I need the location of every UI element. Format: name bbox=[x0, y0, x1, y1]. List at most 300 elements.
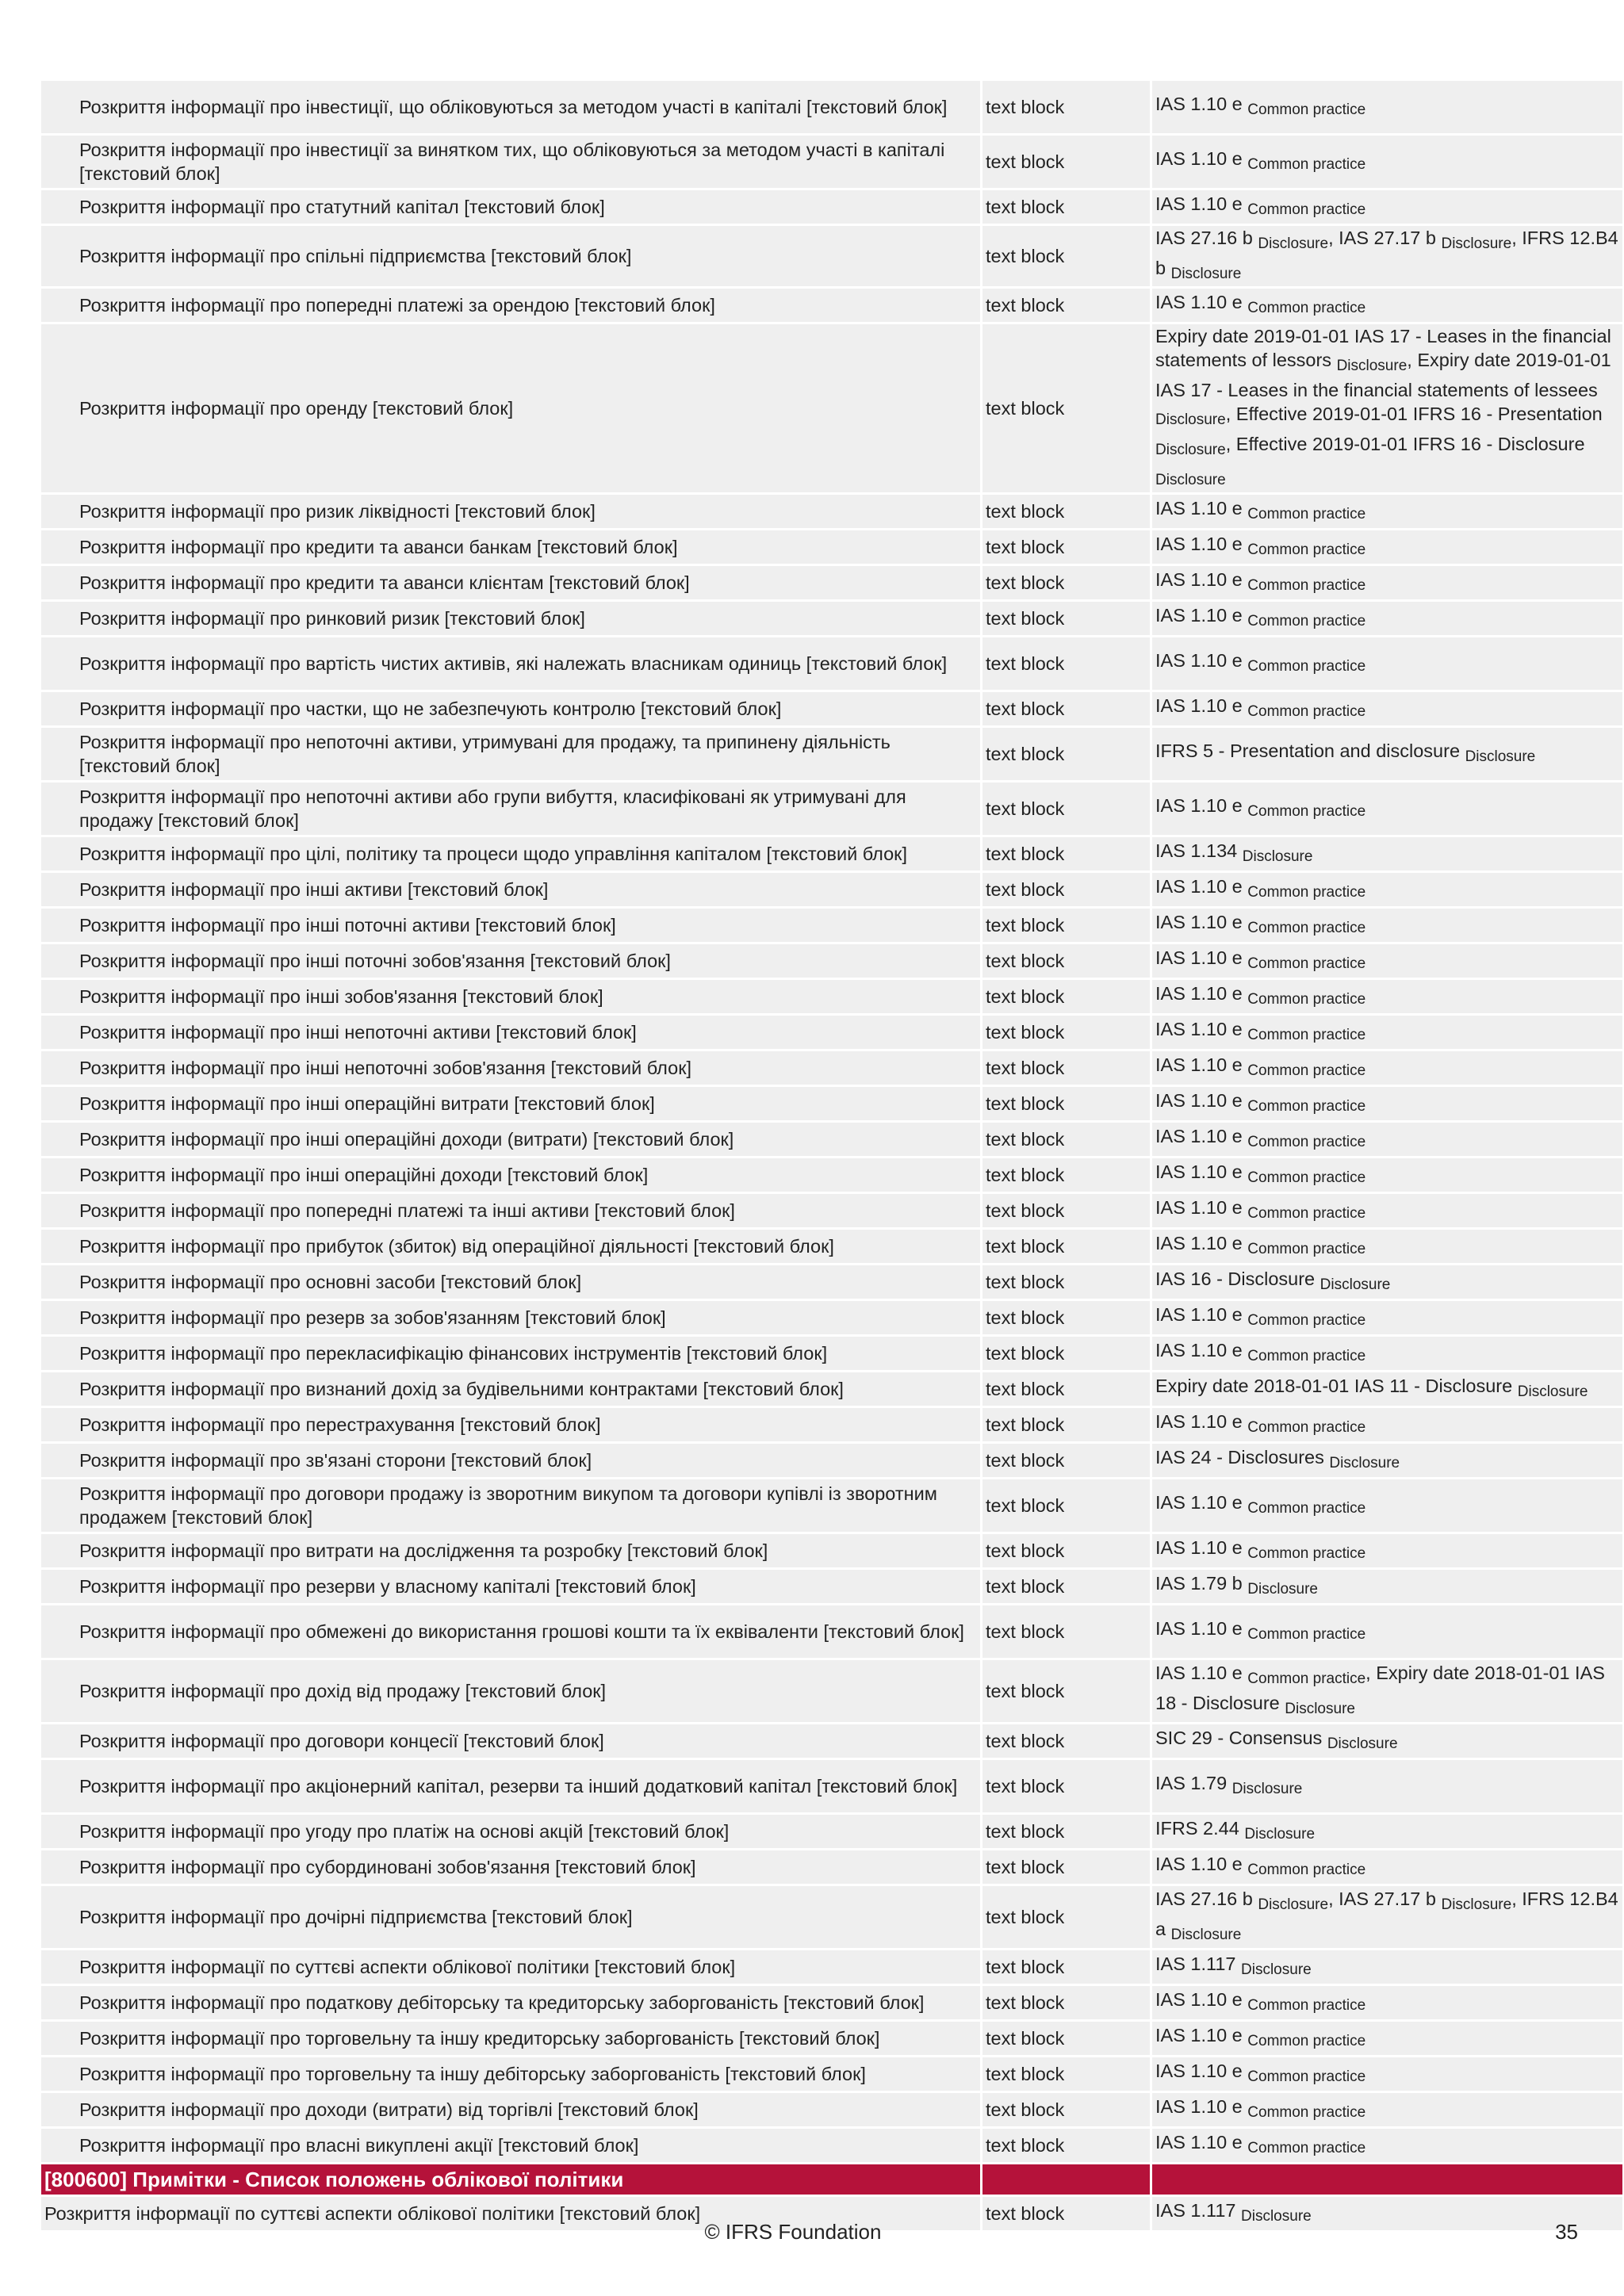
reference-tag: Disclosure bbox=[1327, 1735, 1398, 1752]
reference-text: IAS 1.134 bbox=[1155, 840, 1238, 861]
table-row bbox=[41, 1950, 1622, 1984]
element-label: Розкриття інформації про прибуток (збиток) від операційної діяльності [текстовий блок] bbox=[41, 1230, 980, 1263]
reference-text: IAS 1.10 e bbox=[1155, 1663, 1243, 1683]
footer-copyright: © IFRS Foundation bbox=[704, 2220, 882, 2244]
element-references bbox=[1152, 909, 1622, 942]
reference-text: Effective 2019-01-01 IFRS 16 - Disclosure bbox=[1235, 434, 1585, 454]
reference-tag: Common practice bbox=[1247, 1862, 1366, 1878]
element-references bbox=[1152, 1123, 1622, 1156]
reference-tag: Common practice bbox=[1247, 955, 1366, 972]
reference-text: IAS 1.10 e bbox=[1155, 193, 1243, 214]
reference-text: IAS 1.117 bbox=[1155, 1954, 1236, 1974]
element-label: Розкриття інформації про оренду [текстовий блок] bbox=[41, 324, 980, 492]
table-row bbox=[41, 136, 1622, 188]
element-references bbox=[1152, 1194, 1622, 1227]
element-type: text block bbox=[982, 873, 1150, 906]
element-label: Розкриття інформації про інші поточні активи [текстовий блок] bbox=[41, 909, 980, 942]
table-row bbox=[41, 1986, 1622, 2019]
element-references bbox=[1152, 1850, 1622, 1884]
element-type: text block bbox=[982, 1230, 1150, 1263]
section-title: [800600] Примітки - Список положень облікової політики bbox=[41, 2164, 980, 2195]
table-row bbox=[41, 1534, 1622, 1567]
reference-text: IAS 1.10 e bbox=[1155, 1090, 1243, 1111]
element-type: text block bbox=[982, 2197, 1150, 2230]
element-references bbox=[1152, 136, 1622, 188]
table-row bbox=[41, 1444, 1622, 1477]
element-label: Розкриття інформації про власні викуплені акції [текстовий блок] bbox=[41, 2129, 980, 2162]
table-row bbox=[41, 1158, 1622, 1192]
reference-text: IAS 1.10 e bbox=[1155, 1854, 1243, 1874]
element-type: text block bbox=[982, 136, 1150, 188]
reference-tag: Common practice bbox=[1247, 2104, 1366, 2121]
table-row bbox=[41, 190, 1622, 224]
element-label: Розкриття інформації про статутний капітал [текстовий блок] bbox=[41, 190, 980, 224]
table-row bbox=[41, 1479, 1622, 1532]
element-label: Розкриття інформації про інші поточні зобов'язання [текстовий блок] bbox=[41, 944, 980, 978]
table-row bbox=[41, 1815, 1622, 1848]
element-type: text block bbox=[982, 1372, 1150, 1406]
reference-tag: Common practice bbox=[1247, 2033, 1366, 2049]
element-type: text block bbox=[982, 944, 1150, 978]
element-label: Розкриття інформації про дохід від продажу [текстовий блок] bbox=[41, 1660, 980, 1722]
reference-tag: Disclosure bbox=[1258, 235, 1329, 252]
element-label: Розкриття інформації про торговельну та іншу кредиторську заборгованість [текстовий блок] bbox=[41, 2022, 980, 2055]
reference-text: IAS 1.10 e bbox=[1155, 1161, 1243, 1182]
element-label: Розкриття інформації про визнаний дохід за будівельними контрактами [текстовий блок] bbox=[41, 1372, 980, 1406]
element-references bbox=[1152, 1301, 1622, 1334]
reference-text: IAS 1.10 e bbox=[1155, 1019, 1243, 1039]
reference-tag: Common practice bbox=[1247, 1419, 1366, 1436]
element-type: text block bbox=[982, 1950, 1150, 1984]
element-label: Розкриття інформації про торговельну та іншу дебіторську заборгованість [текстовий блок] bbox=[41, 2057, 980, 2091]
table-row bbox=[41, 1337, 1622, 1370]
table-row bbox=[41, 909, 1622, 942]
table-row bbox=[41, 1408, 1622, 1441]
table-row bbox=[41, 2129, 1622, 2162]
element-references bbox=[1152, 1016, 1622, 1049]
section-header-cell bbox=[1152, 2164, 1622, 2195]
table-row bbox=[41, 1123, 1622, 1156]
element-references bbox=[1152, 1230, 1622, 1263]
element-type: text block bbox=[982, 566, 1150, 599]
reference-text: IFRS 12.B4 b bbox=[1155, 228, 1618, 278]
element-type: text block bbox=[982, 1337, 1150, 1370]
element-type: text block bbox=[982, 1660, 1150, 1722]
reference-text: IAS 1.10 e bbox=[1155, 1989, 1243, 2010]
table-row bbox=[41, 2093, 1622, 2126]
reference-text: IAS 1.10 e bbox=[1155, 983, 1243, 1004]
elements-table bbox=[39, 78, 1624, 2233]
reference-text: Expiry date 2019-01-01 IAS 17 - Leases in the financial statements of lessors bbox=[1155, 326, 1611, 370]
reference-text: IAS 1.10 e bbox=[1155, 1618, 1243, 1639]
page-number: 35 bbox=[1555, 2220, 1578, 2244]
element-references bbox=[1152, 1158, 1622, 1192]
reference-tag: Disclosure bbox=[1247, 1581, 1318, 1598]
reference-text: IAS 1.10 e bbox=[1155, 1054, 1243, 1075]
reference-text: IAS 27.16 b bbox=[1155, 228, 1253, 248]
element-references bbox=[1152, 566, 1622, 599]
element-references bbox=[1152, 637, 1622, 690]
table-row bbox=[41, 602, 1622, 635]
reference-text: IFRS 2.44 bbox=[1155, 1818, 1239, 1839]
reference-text: IAS 1.10 e bbox=[1155, 94, 1243, 114]
element-type: text block bbox=[982, 692, 1150, 725]
element-references bbox=[1152, 2022, 1622, 2055]
table-row bbox=[41, 783, 1622, 835]
reference-tag: Common practice bbox=[1247, 506, 1366, 522]
element-label: Розкриття інформації про податкову дебіторську та кредиторську заборгованість [текстовий блок] bbox=[41, 1986, 980, 2019]
reference-tag: Common practice bbox=[1247, 300, 1366, 316]
reference-tag: Disclosure bbox=[1155, 411, 1226, 428]
element-references bbox=[1152, 1408, 1622, 1441]
reference-tag: Common practice bbox=[1247, 1205, 1366, 1222]
reference-tag: Disclosure bbox=[1441, 1896, 1512, 1913]
element-type: text block bbox=[982, 1265, 1150, 1299]
table-row bbox=[41, 1886, 1622, 1948]
element-type: text block bbox=[982, 289, 1150, 322]
element-references bbox=[1152, 289, 1622, 322]
reference-tag: Common practice bbox=[1247, 1626, 1366, 1643]
element-label: Розкриття інформації про ринковий ризик [текстовий блок] bbox=[41, 602, 980, 635]
table-row bbox=[41, 1301, 1622, 1334]
element-type: text block bbox=[982, 81, 1150, 133]
table-row bbox=[41, 1760, 1622, 1812]
reference-tag: Common practice bbox=[1247, 1670, 1366, 1687]
element-label: Розкриття інформації про частки, що не забезпечують контролю [текстовий блок] bbox=[41, 692, 980, 725]
reference-text: IAS 1.10 e bbox=[1155, 498, 1243, 519]
reference-tag: Common practice bbox=[1247, 156, 1366, 173]
element-label: Розкриття інформації по суттєві аспекти облікової політики [текстовий блок] bbox=[41, 1950, 980, 1984]
element-label: Розкриття інформації про попередні платежі та інші активи [текстовий блок] bbox=[41, 1194, 980, 1227]
reference-text: IAS 1.10 e bbox=[1155, 2096, 1243, 2117]
element-label: Розкриття інформації про інші операційні доходи [текстовий блок] bbox=[41, 1158, 980, 1192]
reference-text: IAS 1.10 e bbox=[1155, 534, 1243, 554]
element-type: text block bbox=[982, 2093, 1150, 2126]
reference-tag: Common practice bbox=[1247, 1348, 1366, 1364]
reference-tag: Disclosure bbox=[1285, 1701, 1355, 1717]
element-references bbox=[1152, 602, 1622, 635]
element-label: Розкриття інформації про вартість чистих активів, які належать власникам одиниць [текстовий блок] bbox=[41, 637, 980, 690]
element-type: text block bbox=[982, 1760, 1150, 1812]
reference-tag: Common practice bbox=[1247, 1098, 1366, 1115]
reference-tag: Common practice bbox=[1247, 613, 1366, 629]
element-references bbox=[1152, 837, 1622, 871]
reference-text: IAS 1.10 e bbox=[1155, 695, 1243, 716]
element-references bbox=[1152, 1815, 1622, 1848]
reference-tag: Disclosure bbox=[1241, 2208, 1312, 2225]
reference-tag: Disclosure bbox=[1155, 442, 1226, 458]
element-type: text block bbox=[982, 980, 1150, 1013]
element-references bbox=[1152, 728, 1622, 780]
element-label: Розкриття інформації про резерв за зобов'язанням [текстовий блок] bbox=[41, 1301, 980, 1334]
reference-text: IAS 1.10 e bbox=[1155, 569, 1243, 590]
table-row bbox=[41, 1051, 1622, 1085]
element-type: text block bbox=[982, 190, 1150, 224]
table-row bbox=[41, 1194, 1622, 1227]
element-label: Розкриття інформації про зв'язані сторони [текстовий блок] bbox=[41, 1444, 980, 1477]
reference-text: Expiry date 2018-01-01 IAS 11 - Disclosure bbox=[1155, 1376, 1513, 1396]
element-type: text block bbox=[982, 1087, 1150, 1120]
element-type: text block bbox=[982, 728, 1150, 780]
reference-text: IAS 27.16 b bbox=[1155, 1888, 1253, 1909]
reference-text: IAS 1.10 e bbox=[1155, 1233, 1243, 1253]
element-label: Розкриття інформації про угоду про платіж на основі акцій [текстовий блок] bbox=[41, 1815, 980, 1848]
element-label: Розкриття інформації про спільні підприємства [текстовий блок] bbox=[41, 226, 980, 286]
table-row bbox=[41, 1265, 1622, 1299]
reference-tag: Common practice bbox=[1247, 1169, 1366, 1186]
element-type: text block bbox=[982, 1301, 1150, 1334]
element-references bbox=[1152, 1950, 1622, 1984]
element-label: Розкриття інформації про субординовані зобов'язання [текстовий блок] bbox=[41, 1850, 980, 1884]
element-references: IAS 1.10 e $_{Common practice}$, Expiry date 2018-01-01 IAS 18 - Disclosure $_{Disclosure}$ bbox=[1152, 1660, 1622, 1722]
reference-text: IAS 1.79 bbox=[1155, 1773, 1228, 1793]
table-row bbox=[41, 1372, 1622, 1406]
table-row bbox=[41, 1605, 1622, 1658]
element-label: Розкриття інформації про інші зобов'язання [текстовий блок] bbox=[41, 980, 980, 1013]
element-references bbox=[1152, 692, 1622, 725]
reference-tag: Disclosure bbox=[1336, 358, 1408, 374]
reference-tag: Common practice bbox=[1247, 1500, 1366, 1517]
element-label: Розкриття інформації про попередні платежі за орендою [текстовий блок] bbox=[41, 289, 980, 322]
element-references: Expiry date 2019-01-01 IAS 17 - Leases in the financial statements of lessors $_{Disclosure}$, Expiry date 2019-01-01 IAS 17 - Leases in the financial statements of lessees $_{Disclosure}$, Effective 2019-01-01 IFRS 16 - Presentation $_{Disclosure}$, Effective 2019-01-01 IFRS 16 - Disclosure $_{Disclosure}$ bbox=[1152, 324, 1622, 492]
reference-text: IAS 1.10 e bbox=[1155, 1411, 1243, 1432]
table-row bbox=[41, 324, 1622, 492]
reference-text: Effective 2019-01-01 IFRS 16 - Presentation bbox=[1235, 404, 1603, 424]
element-label: Розкриття інформації про непоточні активи, утримувані для продажу, та припинену діяльність [текстовий блок] bbox=[41, 728, 980, 780]
section-header-cell bbox=[982, 2164, 1150, 2195]
element-label: Розкриття інформації про витрати на дослідження та розробку [текстовий блок] bbox=[41, 1534, 980, 1567]
reference-tag: Common practice bbox=[1247, 1062, 1366, 1079]
reference-text: IAS 1.10 e bbox=[1155, 650, 1243, 671]
element-label: Розкриття інформації про непоточні активи або групи вибуття, класифіковані як утримувані для продажу [текстовий блок] bbox=[41, 783, 980, 835]
element-label: Розкриття інформації про основні засоби [текстовий блок] bbox=[41, 1265, 980, 1299]
element-type: text block bbox=[982, 2057, 1150, 2091]
table-row bbox=[41, 873, 1622, 906]
element-type: text block bbox=[982, 1534, 1150, 1567]
reference-text: IAS 1.10 e bbox=[1155, 1340, 1243, 1360]
table-row bbox=[41, 944, 1622, 978]
element-type: text block bbox=[982, 909, 1150, 942]
reference-tag: Disclosure bbox=[1320, 1276, 1391, 1293]
reference-tag: Disclosure bbox=[1170, 266, 1242, 282]
element-type: text block bbox=[982, 1724, 1150, 1758]
element-references bbox=[1152, 1265, 1622, 1299]
reference-tag: Common practice bbox=[1247, 1241, 1366, 1257]
element-type: text block bbox=[982, 1986, 1150, 2019]
table-row bbox=[41, 637, 1622, 690]
element-type: text block bbox=[982, 530, 1150, 564]
element-type: text block bbox=[982, 783, 1150, 835]
element-type: text block bbox=[982, 1194, 1150, 1227]
reference-text: IAS 1.10 e bbox=[1155, 2025, 1243, 2045]
element-label: Розкриття інформації про доходи (витрати) від торгівлі [текстовий блок] bbox=[41, 2093, 980, 2126]
element-label: Розкриття інформації про кредити та аванси клієнтам [текстовий блок] bbox=[41, 566, 980, 599]
reference-text: IAS 16 - Disclosure bbox=[1155, 1269, 1316, 1289]
element-type: text block bbox=[982, 226, 1150, 286]
element-type: text block bbox=[982, 1850, 1150, 1884]
element-references bbox=[1152, 495, 1622, 528]
reference-tag: Common practice bbox=[1247, 703, 1366, 720]
reference-text: SIC 29 - Consensus bbox=[1155, 1728, 1323, 1748]
reference-text: Expiry date 2018-01-01 IAS 18 - Disclosure bbox=[1155, 1663, 1605, 1713]
element-references bbox=[1152, 81, 1622, 133]
element-references bbox=[1152, 530, 1622, 564]
table-row bbox=[41, 1016, 1622, 1049]
reference-text: IFRS 5 - Presentation and disclosure bbox=[1155, 740, 1461, 761]
table-row bbox=[41, 728, 1622, 780]
reference-text: IAS 1.10 e bbox=[1155, 947, 1243, 968]
reference-text: IAS 1.10 e bbox=[1155, 1197, 1243, 1218]
element-label: Розкриття інформації про кредити та аванси банкам [текстовий блок] bbox=[41, 530, 980, 564]
element-references bbox=[1152, 1337, 1622, 1370]
element-label: Розкриття інформації про ризик ліквідності [текстовий блок] bbox=[41, 495, 980, 528]
reference-tag: Common practice bbox=[1247, 541, 1366, 558]
reference-tag: Common practice bbox=[1247, 201, 1366, 218]
element-type: text block bbox=[982, 837, 1150, 871]
element-references bbox=[1152, 1605, 1622, 1658]
element-references bbox=[1152, 1534, 1622, 1567]
element-references bbox=[1152, 1479, 1622, 1532]
reference-tag: Common practice bbox=[1247, 577, 1366, 594]
table-row bbox=[41, 566, 1622, 599]
element-type: text block bbox=[982, 1886, 1150, 1948]
element-label: Розкриття інформації про резерви у власному капіталі [текстовий блок] bbox=[41, 1570, 980, 1603]
element-label: Розкриття інформації про дочірні підприємства [текстовий блок] bbox=[41, 1886, 980, 1948]
reference-tag: Common practice bbox=[1247, 920, 1366, 936]
reference-text: IAS 27.17 b bbox=[1339, 228, 1436, 248]
element-type: text block bbox=[982, 2022, 1150, 2055]
reference-tag: Common practice bbox=[1247, 1134, 1366, 1150]
element-label: Розкриття інформації про інвестиції за винятком тих, що обліковуються за методом участі в капіталі [текстовий блок] bbox=[41, 136, 980, 188]
table-row bbox=[41, 692, 1622, 725]
reference-tag: Common practice bbox=[1247, 803, 1366, 820]
table-row bbox=[41, 837, 1622, 871]
reference-tag: Common practice bbox=[1247, 991, 1366, 1008]
element-references bbox=[1152, 980, 1622, 1013]
reference-text: IAS 1.10 e bbox=[1155, 1126, 1243, 1146]
element-type: text block bbox=[982, 1479, 1150, 1532]
element-label: Розкриття інформації про інвестиції, що обліковуються за методом участі в капіталі [текстовий блок] bbox=[41, 81, 980, 133]
reference-tag: Disclosure bbox=[1241, 1961, 1312, 1978]
table-row bbox=[41, 226, 1622, 286]
reference-text: IAS 1.10 e bbox=[1155, 912, 1243, 932]
reference-text: IAS 1.10 e bbox=[1155, 292, 1243, 312]
table-row bbox=[41, 1660, 1622, 1722]
element-references bbox=[1152, 1444, 1622, 1477]
element-label: Розкриття інформації про перестрахування [текстовий блок] bbox=[41, 1408, 980, 1441]
element-label: Розкриття інформації про інші непоточні активи [текстовий блок] bbox=[41, 1016, 980, 1049]
reference-tag: Common practice bbox=[1247, 2140, 1366, 2156]
element-references bbox=[1152, 2057, 1622, 2091]
reference-text: IAS 1.10 e bbox=[1155, 795, 1243, 816]
element-type: text block bbox=[982, 1408, 1150, 1441]
table-row bbox=[41, 2022, 1622, 2055]
element-references bbox=[1152, 1051, 1622, 1085]
reference-text: IAS 1.10 e bbox=[1155, 2061, 1243, 2081]
element-label: Розкриття інформації про перекласифікацію фінансових інструментів [текстовий блок] bbox=[41, 1337, 980, 1370]
element-label: Розкриття інформації про договори продажу із зворотним викупом та договори купівлі із зворотним продажем [текстовий блок] bbox=[41, 1479, 980, 1532]
element-type: text block bbox=[982, 1051, 1150, 1085]
table-row bbox=[41, 1230, 1622, 1263]
reference-tag: Disclosure bbox=[1231, 1781, 1303, 1797]
table-row bbox=[41, 495, 1622, 528]
reference-text: IAS 1.10 e bbox=[1155, 605, 1243, 626]
reference-tag: Common practice bbox=[1247, 1312, 1366, 1329]
element-type: text block bbox=[982, 495, 1150, 528]
element-references bbox=[1152, 190, 1622, 224]
element-type: text block bbox=[982, 1605, 1150, 1658]
element-references bbox=[1152, 873, 1622, 906]
element-type: text block bbox=[982, 1570, 1150, 1603]
reference-text: IAS 1.10 e bbox=[1155, 1537, 1243, 1558]
element-references: IAS 27.16 b $_{Disclosure}$, IAS 27.17 b $_{Disclosure}$, IFRS 12.B4 a $_{Disclosure}$ bbox=[1152, 1886, 1622, 1948]
reference-tag: Common practice bbox=[1247, 658, 1366, 675]
reference-tag: Common practice bbox=[1247, 101, 1366, 118]
reference-tag: Common practice bbox=[1247, 1545, 1366, 1562]
element-references bbox=[1152, 1372, 1622, 1406]
element-type: text block bbox=[982, 1158, 1150, 1192]
table-row bbox=[41, 530, 1622, 564]
reference-tag: Common practice bbox=[1247, 1027, 1366, 1043]
element-label: Розкриття інформації по суттєві аспекти облікової політики [текстовий блок] bbox=[41, 2197, 980, 2230]
element-type: text block bbox=[982, 1444, 1150, 1477]
section-header bbox=[41, 2164, 1622, 2195]
reference-tag: Common practice bbox=[1247, 884, 1366, 901]
element-label: Розкриття інформації про договори концесії [текстовий блок] bbox=[41, 1724, 980, 1758]
element-references bbox=[1152, 944, 1622, 978]
reference-tag: Disclosure bbox=[1242, 848, 1313, 865]
table-row bbox=[41, 2057, 1622, 2091]
element-references bbox=[1152, 1986, 1622, 2019]
reference-tag: Disclosure bbox=[1441, 235, 1512, 252]
reference-tag: Disclosure bbox=[1170, 1927, 1242, 1943]
reference-tag: Disclosure bbox=[1329, 1455, 1400, 1471]
element-type: text block bbox=[982, 602, 1150, 635]
element-type: text block bbox=[982, 324, 1150, 492]
reference-tag: Common practice bbox=[1247, 1997, 1366, 2014]
element-label: Розкриття інформації про акціонерний капітал, резерви та інший додатковий капітал [текстовий блок] bbox=[41, 1760, 980, 1812]
table-row bbox=[41, 1724, 1622, 1758]
table-row bbox=[41, 1850, 1622, 1884]
element-references bbox=[1152, 1087, 1622, 1120]
element-references: IAS 27.16 b $_{Disclosure}$, IAS 27.17 b $_{Disclosure}$, IFRS 12.B4 b $_{Disclosure}$ bbox=[1152, 226, 1622, 286]
reference-text: IAS 1.10 e bbox=[1155, 148, 1243, 169]
reference-tag: Disclosure bbox=[1517, 1383, 1588, 1400]
element-references bbox=[1152, 1724, 1622, 1758]
reference-tag: Disclosure bbox=[1244, 1826, 1316, 1843]
element-label: Розкриття інформації про інші активи [текстовий блок] bbox=[41, 873, 980, 906]
reference-tag: Disclosure bbox=[1465, 748, 1536, 765]
element-references bbox=[1152, 783, 1622, 835]
element-label: Розкриття інформації про інші операційні доходи (витрати) [текстовий блок] bbox=[41, 1123, 980, 1156]
reference-text: IAS 1.10 e bbox=[1155, 1492, 1243, 1513]
reference-text: Expiry date 2019-01-01 IAS 17 - Leases in the financial statements of lessees bbox=[1155, 350, 1611, 400]
reference-text: IAS 27.17 b bbox=[1339, 1888, 1436, 1909]
table-row bbox=[41, 81, 1622, 133]
element-references bbox=[1152, 2093, 1622, 2126]
element-references bbox=[1152, 1570, 1622, 1603]
reference-text: IAS 1.10 e bbox=[1155, 1304, 1243, 1325]
element-label: Розкриття інформації про цілі, політику та процеси щодо управління капіталом [текстовий блок] bbox=[41, 837, 980, 871]
element-type: text block bbox=[982, 1016, 1150, 1049]
reference-text: IAS 1.10 e bbox=[1155, 2132, 1243, 2152]
reference-text: IAS 24 - Disclosures bbox=[1155, 1447, 1324, 1468]
reference-text: IAS 1.117 bbox=[1155, 2200, 1236, 2221]
element-type: text block bbox=[982, 1123, 1150, 1156]
reference-text: IAS 1.79 b bbox=[1155, 1573, 1243, 1594]
element-label: Розкриття інформації про обмежені до використання грошові кошти та їх еквіваленти [текстовий блок] bbox=[41, 1605, 980, 1658]
element-type: text block bbox=[982, 1815, 1150, 1848]
